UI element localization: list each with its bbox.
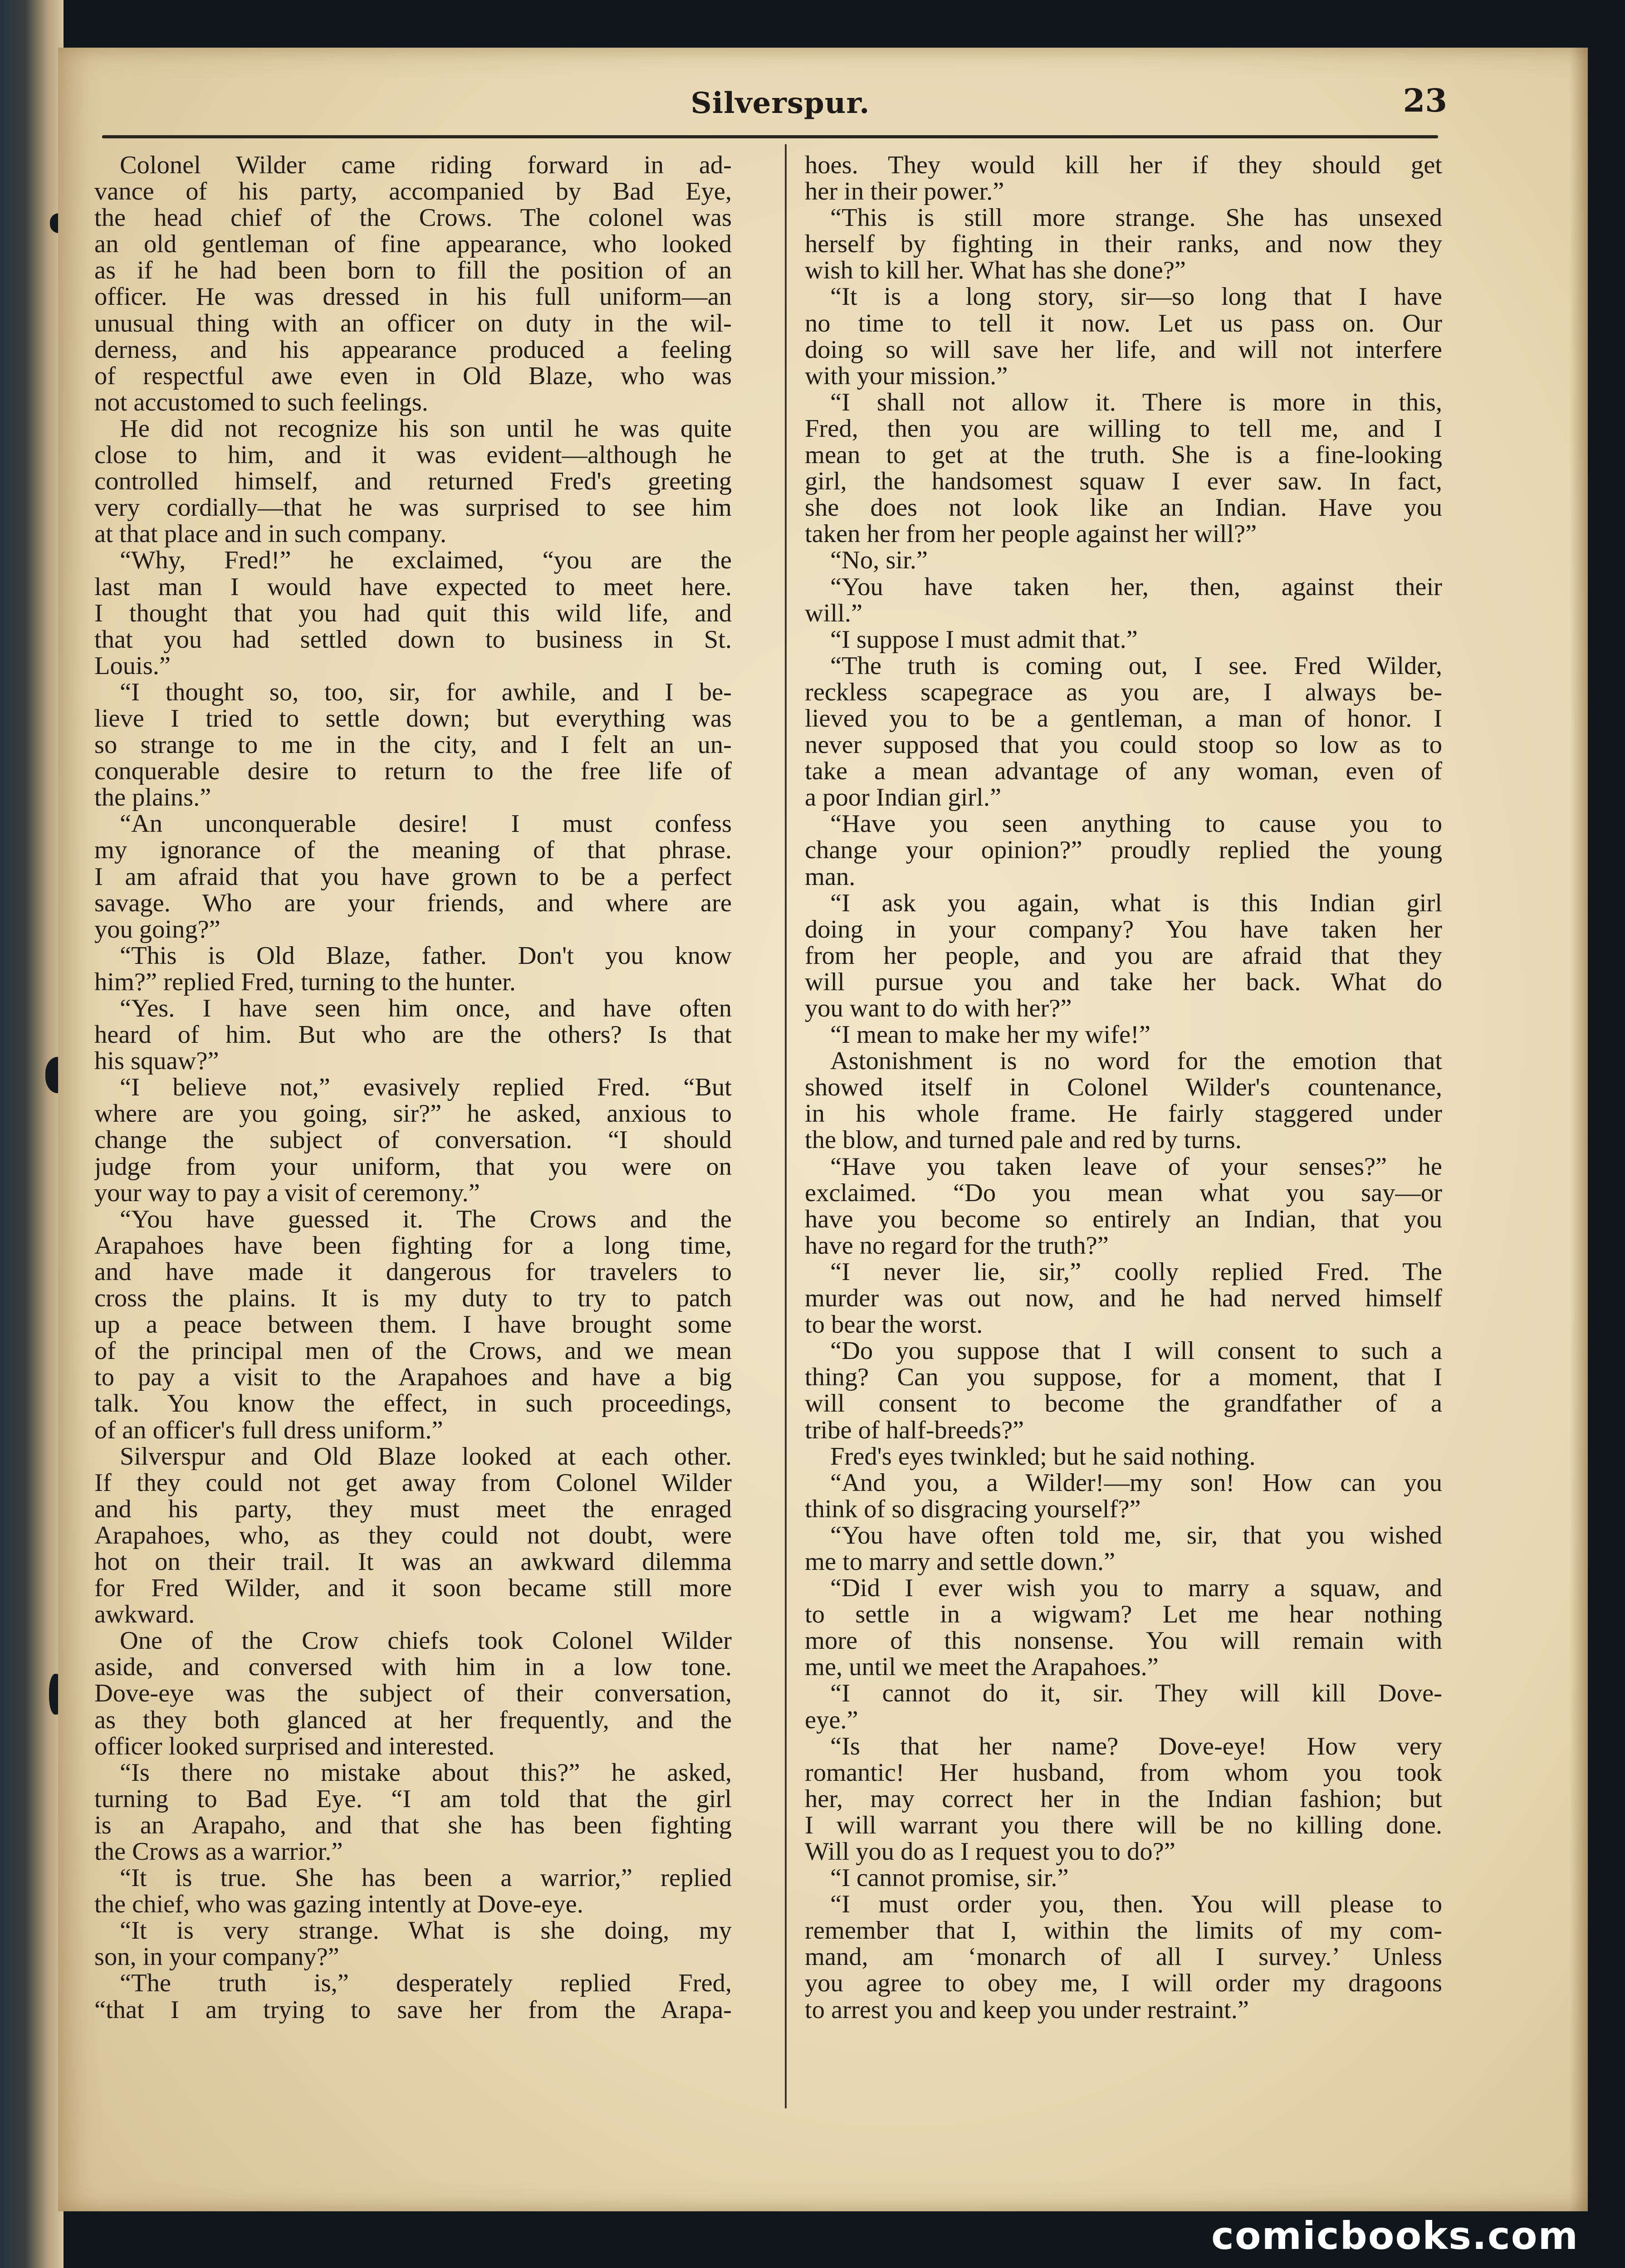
text-line: “I mean to make her my wife!” [830,1021,1150,1049]
text-line: very cordially—that he was surprised to see him [94,494,732,522]
text-line: with your mission.” [805,362,1008,390]
text-line: “And you, a Wilder!—my son! How can you [830,1468,1442,1497]
text-line: where are you going, sir?” he asked, anxious to [94,1100,732,1128]
text-line: to pay a visit to the Arapahoes and have a big [94,1363,732,1392]
text-line: so strange to me in the city, and I felt an un- [94,731,732,759]
text-line: doing in your company? You have taken her [805,915,1442,943]
text-line: conquerable desire to return to the free life of [94,757,732,786]
text-line: “I believe not,” evasively replied Fred. “But [120,1073,732,1102]
text-line: Louis.” [94,651,171,680]
text-line: talk. You know the effect, in such proceedings, [94,1389,732,1418]
text-line: will consent to become the grandfather of a [805,1389,1442,1418]
text-line: of respectful awe even in Old Blaze, who was [94,362,732,390]
watermark-area [1189,2214,1579,2268]
text-line: to arrest you and keep you under restraint.” [805,1995,1249,2024]
text-line: murder was out now, and he had nerved himself [805,1284,1442,1313]
text-line: Fred, then you are willing to tell me, and I [805,414,1442,443]
text-line: “This is still more strange. She has unsexed [830,204,1442,232]
text-line: “You have often told me, sir, that you wished [830,1521,1442,1549]
text-line: will pursue you and take her back. What do [805,968,1442,996]
text-line: If they could not get away from Colonel Wilder [94,1468,732,1497]
text-line: Arapahoes, who, as they could not doubt, were [94,1521,732,1549]
page-number: 23 [1403,82,1447,119]
text-line: “It is a long story, sir—so long that I have [830,283,1442,311]
text-line: up a peace between them. I have brought some [94,1310,732,1339]
text-line: the blow, and turned pale and red by turns. [805,1126,1242,1154]
text-line: at that place and in such company. [94,520,447,548]
text-line: change your opinion?” proudly replied the young [805,836,1442,865]
text-line: never supposed that you could stoop so low as to [805,731,1442,759]
text-line: not accustomed to such feelings. [94,388,428,416]
text-line: controlled himself, and returned Fred's greeting [94,467,732,496]
text-line: eye.” [805,1706,858,1734]
text-line: remember that I, within the limits of my com- [805,1916,1442,1945]
text-line: Will you do as I request you to do?” [805,1838,1175,1866]
text-line: of an officer's full dress uniform.” [94,1416,443,1444]
text-line: herself by fighting in their ranks, and now they [805,230,1442,259]
text-line: last man I would have expected to meet here. [94,572,732,601]
text-line: “I must order you, then. You will please to [830,1890,1442,1919]
text-line: “You have taken her, then, against their [830,572,1442,601]
text-line: to bear the worst. [805,1310,983,1339]
text-line: reckless scapegrace as you are, I always be- [805,678,1442,706]
text-line: “I shall not allow it. There is more in this, [830,388,1442,416]
text-line: “Did I ever wish you to marry a squaw, and [830,1574,1442,1603]
text-line: you agree to obey me, I will order my dragoons [805,1969,1442,1998]
text-line: Fred's eyes twinkled; but he said nothing. [830,1442,1256,1471]
text-line: “Yes. I have seen him once, and have often [120,994,732,1022]
text-line: “It is true. She has been a warrior,” replied [120,1864,732,1892]
text-line: vance of his party, accompanied by Bad Eye, [94,177,732,206]
text-line: “The truth is,” desperately replied Fred, [120,1969,732,1998]
text-line: “Is there no mistake about this?” he asked, [120,1758,732,1787]
text-line: “I suppose I must admit that.” [830,625,1138,654]
text-line: awkward. [94,1600,195,1629]
text-line: the chief, who was gazing intently at Dove-eye. [94,1890,583,1919]
text-line: thing? Can you suppose, for a moment, that I [805,1363,1442,1392]
text-line: her, may correct her in the Indian fashion; but [805,1784,1442,1813]
text-line: of the principal men of the Crows, and we mean [94,1337,732,1365]
text-line: him?” replied Fred, turning to the hunter. [94,968,516,996]
text-line: “I cannot do it, sir. They will kill Dove- [830,1679,1442,1708]
text-line: cross the plains. It is my duty to try to patch [94,1284,732,1313]
text-line: her in their power.” [805,177,1004,206]
text-line: have no regard for the truth?” [805,1231,1109,1260]
text-line: his squaw?” [94,1047,219,1075]
text-line: a poor Indian girl.” [805,783,1002,812]
text-line: “The truth is coming out, I see. Fred Wilder, [830,651,1442,680]
text-line: your way to pay a visit of ceremony.” [94,1178,480,1207]
text-line: Colonel Wilder came riding forward in ad- [120,152,732,179]
text-line: Silverspur and Old Blaze looked at each other. [120,1442,732,1471]
text-line: unusual thing with an officer on duty in the wil- [94,309,732,337]
text-line: taken her from her people against her will?” [805,520,1257,548]
text-line: the head chief of the Crows. The colonel was [94,204,732,232]
text-line: girl, the handsomest squaw I ever saw. In fact, [805,467,1442,496]
text-line: aside, and conversed with him in a low tone. [94,1653,732,1681]
text-line: “I cannot promise, sir.” [830,1864,1069,1892]
text-line: exclaimed. “Do you mean what you say—or [805,1178,1442,1207]
text-line: for Fred Wilder, and it soon became still more [94,1574,732,1603]
header-rule [102,135,1438,138]
text-line: romantic! Her husband, from whom you took [805,1758,1442,1787]
text-line: my ignorance of the meaning of that phrase. [94,836,732,865]
text-line: tribe of half-breeds?” [805,1416,1024,1444]
text-line: “that I am trying to save her from the Arapa- [94,1995,732,2024]
text-line: judge from your uniform, that you were on [94,1152,732,1181]
text-line: close to him, and it was evident—although he [94,441,732,469]
text-line: I am afraid that you have grown to be a perfect [94,862,732,891]
text-line: will.” [805,599,863,627]
text-line: mand, am ‘monarch of all I survey.’ Unless [805,1943,1442,1971]
text-line: wish to kill her. What has she done?” [805,256,1186,285]
running-title: Silverspur. [690,86,870,120]
text-line: son, in your company?” [94,1943,339,1971]
text-line: hot on their trail. It was an awkward dilemma [94,1547,732,1576]
text-line: officer. He was dressed in his full uniform—an [94,283,732,311]
text-line: “This is Old Blaze, father. Don't you know [120,941,732,970]
text-line: He did not recognize his son until he was quite [120,414,732,443]
text-line: Arapahoes have been fighting for a long time, [94,1231,732,1260]
text-line: mean to get at the truth. She is a fine-looking [805,441,1442,469]
text-line: One of the Crow chiefs took Colonel Wilder [120,1627,732,1655]
text-line: “You have guessed it. The Crows and the [120,1205,732,1233]
right-text-column [805,152,1442,2139]
text-line: as they both glanced at her frequently, and the [94,1706,732,1734]
text-line: and his party, they must meet the enraged [94,1495,732,1523]
text-line: as if he had been born to fill the position of an [94,256,732,285]
text-line: “Is that her name? Dove-eye! How very [830,1732,1442,1760]
text-line: derness, and his appearance produced a feeling [94,335,732,364]
text-line: officer looked surprised and interested. [94,1732,495,1760]
text-line: Dove-eye was the subject of their conversation, [94,1679,732,1708]
text-line: is an Arapaho, and that she has been fighting [94,1811,732,1839]
text-line: hoes. They would kill her if they should get [805,152,1442,179]
text-line: “I thought so, too, sir, for awhile, and I be- [120,678,732,706]
text-line: to settle in a wigwam? Let me hear nothing [805,1600,1442,1629]
text-line: Astonishment is no word for the emotion that [830,1047,1442,1075]
text-line: you going?” [94,915,220,943]
text-line: from her people, and you are afraid that they [805,941,1442,970]
text-line: I thought that you had quit this wild life, and [94,599,732,627]
text-line: turning to Bad Eye. “I am told that the girl [94,1784,732,1813]
column-rule [785,144,787,2108]
text-line: heard of him. But who are the others? Is that [94,1021,732,1049]
text-line: and have made it dangerous for travelers to [94,1257,732,1286]
text-line: no time to tell it now. Let us pass on. Our [805,309,1442,337]
text-line: change the subject of conversation. “I should [94,1126,732,1154]
text-line: she does not look like an Indian. Have you [805,494,1442,522]
text-line: man. [805,862,856,891]
text-line: savage. Who are your friends, and where are [94,889,732,917]
text-line: have you become so entirely an Indian, that you [805,1205,1442,1233]
text-line: think of so disgracing yourself?” [805,1495,1141,1523]
text-line: lieved you to be a gentleman, a man of honor. I [805,704,1442,733]
text-line: “Do you suppose that I will consent to such a [830,1337,1442,1365]
text-line: “I never lie, sir,” coolly replied Fred. The [830,1257,1442,1286]
text-line: lieve I tried to settle down; but everything was [94,704,732,733]
text-line: showed itself in Colonel Wilder's countenance, [805,1073,1442,1102]
text-line: “No, sir.” [830,546,928,575]
text-line: more of this nonsense. You will remain with [805,1627,1442,1655]
left-text-column [94,152,732,2139]
text-line: doing so will save her life, and will not interfere [805,335,1442,364]
watermark: comicbooks.com [1211,2214,1579,2258]
text-line: “Have you seen anything to cause you to [830,810,1442,838]
text-line: “Have you taken leave of your senses?” he [830,1152,1442,1181]
text-line: I will warrant you there will be no killing done. [805,1811,1442,1839]
text-line: “Why, Fred!” he exclaimed, “you are the [120,546,732,575]
text-line: the Crows as a warrior.” [94,1838,343,1866]
text-line: an old gentleman of fine appearance, who looked [94,230,732,259]
text-line: me to marry and settle down.” [805,1547,1116,1576]
text-line: you want to do with her?” [805,994,1072,1022]
text-line: “It is very strange. What is she doing, my [120,1916,732,1945]
text-line: in his whole frame. He fairly staggered under [805,1100,1442,1128]
text-line: that you had settled down to business in St. [94,625,732,654]
text-line: “An unconquerable desire! I must confess [120,810,732,838]
book-spine [0,0,64,2268]
text-line: me, until we meet the Arapahoes.” [805,1653,1159,1681]
text-line: take a mean advantage of any woman, even of [805,757,1442,786]
text-line: “I ask you again, what is this Indian girl [830,889,1442,917]
text-line: the plains.” [94,783,211,812]
